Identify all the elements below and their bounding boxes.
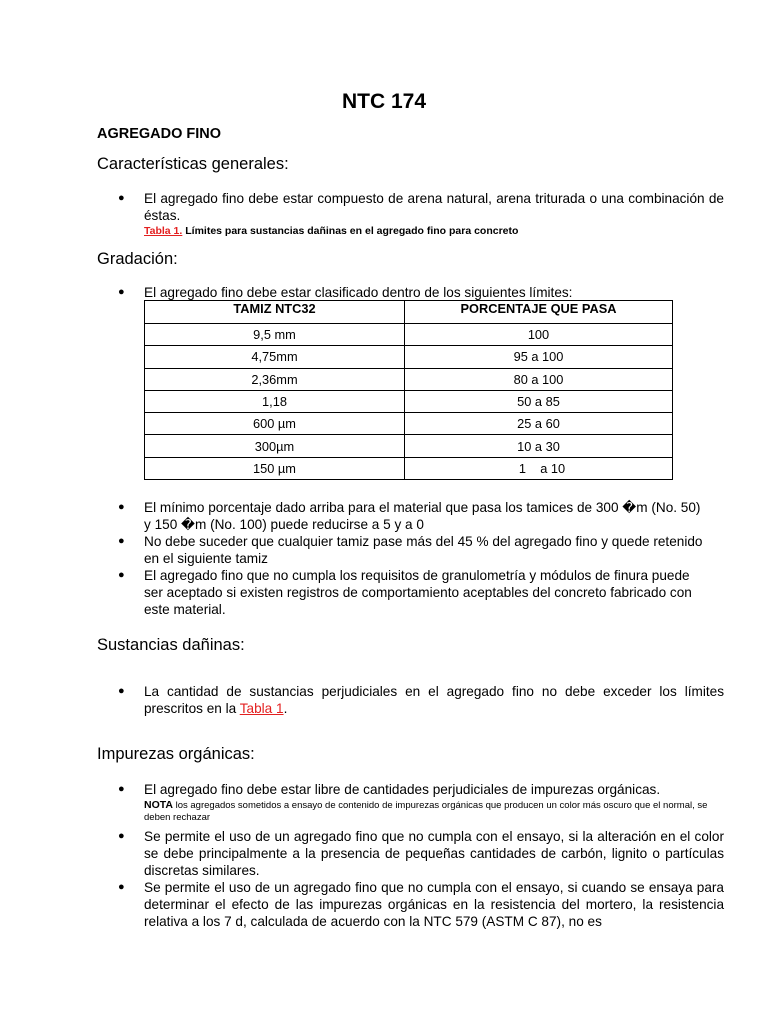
heading-caracteristicas: Características generales: (97, 155, 289, 173)
table-cell: 25 a 60 (405, 413, 673, 435)
list-item-text: No debe suceder que cualquier tamiz pase más del 45 % del agregado fino y quede retenido en el siguiente tamiz (144, 534, 703, 566)
bullet-icon: ● (118, 535, 125, 547)
table-row (145, 457, 673, 479)
bullet-icon: ● (118, 783, 125, 795)
bullet-icon: ● (118, 286, 125, 298)
list-item-text-end: . (283, 701, 288, 716)
table-caption (144, 225, 518, 237)
list-item-text (144, 683, 724, 717)
list-item-text: El agregado fino debe estar clasificado dentro de los siguientes límites: (144, 285, 573, 300)
gradation-table (144, 300, 673, 480)
table-cell: 95 a 100 (405, 346, 673, 368)
sustancias-list (118, 683, 724, 717)
table-row (145, 368, 673, 390)
bullet-icon: ● (118, 569, 125, 581)
table-cell: 600 µm (145, 413, 405, 435)
list-item-text (144, 781, 724, 824)
table-cell: 1,18 (145, 390, 405, 412)
gradacion-intro (118, 284, 724, 301)
list-item (118, 683, 724, 717)
bullet-icon: ● (118, 501, 125, 513)
list-item (118, 284, 724, 301)
table-cell: 4,75mm (145, 346, 405, 368)
list-item-text: El agregado fino que no cumpla los requisitos de granulometría y módulos de finura puede ser aceptado si existen registros de comportamiento aceptables del concreto fabricado con este material. (144, 568, 692, 617)
list-item-text-body: El agregado fino debe estar libre de cantidades perjudiciales de impurezas orgánicas. (144, 782, 661, 797)
table-row (145, 324, 673, 346)
table-cell: 100 (405, 324, 673, 346)
bullet-icon: ● (118, 192, 125, 204)
list-item-text: Se permite el uso de un agregado fino que no cumpla con el ensayo, si la alteración en el color se debe principalmente a la presencia de pequeñas cantidades de carbón, lignito o partículas discretas similares. (144, 829, 724, 878)
tabla-link[interactable]: Tabla 1 (239, 701, 284, 716)
heading-sustancias: Sustancias dañinas: (97, 636, 245, 654)
note-label: NOTA (144, 799, 173, 811)
page-title: NTC 174 (341, 90, 427, 113)
table-row (145, 413, 673, 435)
table-cell: 50 a 85 (405, 390, 673, 412)
heading-gradacion: Gradación: (97, 250, 178, 268)
caracteristicas-list (118, 190, 724, 224)
list-item (118, 533, 708, 567)
impurezas-list (118, 781, 724, 930)
note-text: los agregados sometidos a ensayo de contenido de impurezas orgánicas que producen un color más oscuro que el normal, se deben rechazar (144, 800, 708, 823)
table-header-row (145, 301, 673, 324)
list-item (118, 567, 708, 618)
table-cell: 300µm (145, 435, 405, 457)
bullet-icon: ● (118, 830, 125, 842)
gradacion-list (118, 499, 708, 618)
list-item-text: Se permite el uso de un agregado fino que no cumpla con el ensayo, si cuando se ensaya para determinar el efecto de las impurezas orgánicas en la resistencia del mortero, la resistencia relativa a los 7 d, calculada de acuerdo con la NTC 579 (ASTM C 87), no es (144, 880, 724, 929)
table-cell: 2,36mm (145, 368, 405, 390)
list-item-text: El agregado fino debe estar compuesto de arena natural, arena triturada o una combinación de éstas. (144, 191, 724, 223)
table-row (145, 346, 673, 368)
table-cell: 9,5 mm (145, 324, 405, 346)
list-item-text: El mínimo porcentaje dado arriba para el material que pasa los tamices de 300 �m (No. 50) y 150 �m (No. 100) puede reducirse a 5 y a 0 (144, 500, 701, 532)
list-item (118, 879, 724, 930)
caption-link[interactable]: Tabla 1. (144, 225, 183, 237)
heading-impurezas: Impurezas orgánicas: (97, 745, 255, 763)
table-row (145, 390, 673, 412)
list-item-text-body: La cantidad de sustancias perjudiciales en el agregado fino no debe exceder los límites prescritos en la (144, 684, 724, 716)
list-item (118, 190, 724, 224)
table-cell: 80 a 100 (405, 368, 673, 390)
bullet-icon: ● (118, 881, 125, 893)
note-block (144, 799, 724, 824)
bullet-icon: ● (118, 685, 125, 697)
list-item (118, 781, 724, 824)
table-header-cell: PORCENTAJE QUE PASA (405, 301, 673, 324)
page-subtitle: AGREGADO FINO (97, 126, 222, 142)
list-item (118, 828, 724, 879)
table-cell: 150 µm (145, 457, 405, 479)
caption-text: Límites para sustancias dañinas en el agregado fino para concreto (182, 225, 519, 237)
table-cell: 1 a 10 (405, 457, 673, 479)
table-header-cell: TAMIZ NTC32 (145, 301, 405, 324)
list-item (118, 499, 708, 533)
table-cell: 10 a 30 (405, 435, 673, 457)
table-row (145, 435, 673, 457)
